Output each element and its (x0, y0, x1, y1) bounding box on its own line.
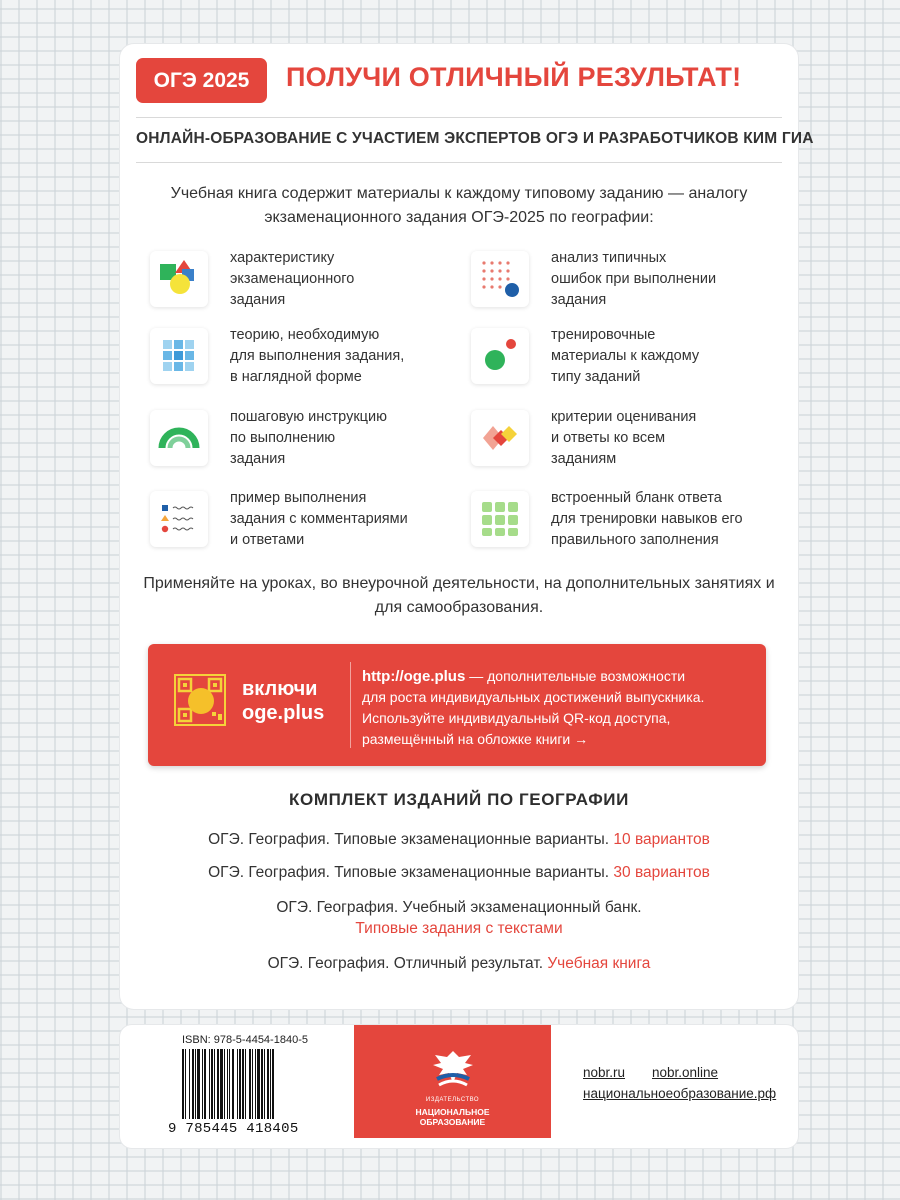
answer-sheet-icon (471, 491, 529, 547)
series-item (136, 953, 782, 974)
barcode-bar (272, 1049, 274, 1119)
barcode-bar (220, 1049, 223, 1119)
promo-line: для роста индивидуальных достижений выпускника. (362, 689, 705, 705)
feature-text: пример выполнения задания с комментариями и ответами (230, 490, 408, 548)
barcode-bar (267, 1049, 269, 1119)
barcode-bar (232, 1049, 234, 1119)
subheading: ОНЛАЙН-ОБРАЗОВАНИЕ С УЧАСТИЕМ ЭКСПЕРТОВ ОГЭ И РАЗРАБОТЧИКОВ КИМ ГИА (136, 130, 814, 147)
barcode-bar (270, 1049, 271, 1119)
arc-icon (150, 410, 208, 466)
barcode-bar (202, 1049, 203, 1119)
barcode-bar (249, 1049, 251, 1119)
intro-text: Учебная книга содержит материалы к каждому типовому заданию — аналогу экзаменационного задания ОГЭ-2025 по географии: (170, 185, 748, 226)
series-item-title: ОГЭ. География. Типовые экзаменационные варианты. (208, 831, 614, 848)
series-item-accent: Учебная книга (547, 955, 651, 972)
feature-text: характеристику экзаменационного задания (230, 250, 355, 308)
barcode-bar (214, 1049, 215, 1119)
feature-item (150, 491, 450, 551)
footer-card (120, 1025, 798, 1148)
promo-line: Используйте индивидуальный QR-код доступа, (362, 710, 671, 726)
series-title: КОМПЛЕКТ ИЗДАНИЙ ПО ГЕОГРАФИИ (289, 790, 629, 809)
eagle-logo-icon (429, 1047, 477, 1091)
site-link[interactable]: национальноеобразование.рф (583, 1086, 777, 1101)
promo-brand-line: включи (242, 678, 318, 700)
isbn-digits: 9 785445 418405 (168, 1121, 299, 1137)
feature-text: встроенный бланк ответа для тренировки навыков его правильного заполнения (551, 490, 743, 548)
series-item-title: ОГЭ. География. Типовые экзаменационные варианты. (208, 864, 614, 881)
site-link[interactable]: nobr.online (652, 1065, 719, 1080)
promo-brand-line: oge.plus (242, 702, 325, 724)
main-card (120, 44, 814, 1009)
feature-item (471, 491, 771, 551)
exam-badge: ОГЭ 2025 (136, 58, 267, 103)
promo-line: размещённый на обложке книги → (362, 731, 589, 747)
feature-item (471, 410, 771, 470)
feature-item (150, 328, 450, 388)
qr-icon (174, 674, 226, 726)
feature-item (150, 251, 450, 311)
feature-text: анализ типичных ошибок при выполнении задания (551, 250, 717, 308)
isbn-label: ISBN: 978-5-4454-1840-5 (182, 1034, 308, 1046)
promo-url-link[interactable]: http://oge.plus (362, 668, 466, 685)
grid-icon (150, 328, 208, 384)
divider (136, 162, 782, 163)
barcode-bar (211, 1049, 213, 1119)
barcode-bar (195, 1049, 196, 1119)
circles-icon (471, 328, 529, 384)
barcode-bar (257, 1049, 260, 1119)
list-icon (150, 491, 208, 547)
barcode-bar (189, 1049, 190, 1119)
headline: ПОЛУЧИ ОТЛИЧНЫЙ РЕЗУЛЬТАТ! (286, 62, 742, 92)
series-item-title: ОГЭ. География. Отличный результат. (267, 955, 548, 972)
feature-item (471, 251, 771, 311)
barcode-bar (264, 1049, 265, 1119)
series-item-accent: 30 вариантов (613, 864, 710, 881)
barcode-bar (204, 1049, 206, 1119)
promo-brand (242, 677, 324, 725)
promo-line: — дополнительные возможности (465, 668, 686, 684)
barcode-bar (209, 1049, 210, 1119)
feature-text: теорию, необходимую для выполнения задания, в наглядной форме (230, 327, 405, 385)
barcode-bar (261, 1049, 263, 1119)
series-item (136, 897, 782, 939)
diamond-icon (471, 410, 529, 466)
barcode-bar (242, 1049, 244, 1119)
barcode-bar (245, 1049, 246, 1119)
feature-item (150, 410, 450, 470)
barcode-bar (229, 1049, 230, 1119)
divider (136, 117, 782, 118)
site-link[interactable]: nobr.ru (583, 1065, 626, 1080)
barcode-bar (252, 1049, 253, 1119)
barcode-bar (224, 1049, 225, 1119)
barcode-bar (197, 1049, 200, 1119)
feature-text: пошаговую инструкцию по выполнению задания (230, 409, 387, 467)
promo-banner (148, 644, 766, 766)
feature-text: тренировочные материалы к каждому типу заданий (551, 327, 700, 385)
usage-text: Применяйте на уроках, во внеурочной деятельности, на дополнительных занятиях и для самообразования. (143, 575, 775, 616)
series-item (136, 862, 782, 883)
barcode-bar (185, 1049, 186, 1119)
series-item-title: ОГЭ. География. Учебный экзаменационный банк. (276, 899, 642, 916)
barcode-bar (182, 1049, 184, 1119)
promo-divider (350, 662, 351, 748)
barcode-bar (217, 1049, 219, 1119)
shapes-icon (150, 251, 208, 307)
barcode-bar (237, 1049, 238, 1119)
series-item-accent: 10 вариантов (613, 831, 710, 848)
feature-text: критерии оценивания и ответы ко всем заданиям (551, 409, 697, 467)
dot-grid-icon (471, 251, 529, 307)
barcode-bar (239, 1049, 241, 1119)
barcode-bar (227, 1049, 228, 1119)
publisher-name: НАЦИОНАЛЬНОЕ ОБРАЗОВАНИЕ (415, 1107, 490, 1127)
series-item-accent: Типовые задания с текстами (355, 920, 563, 937)
barcode (182, 1049, 310, 1123)
publisher-caption: ИЗДАТЕЛЬСТВО (425, 1097, 480, 1103)
series-item (136, 829, 782, 850)
feature-item (471, 328, 771, 388)
publisher-block (354, 1025, 551, 1138)
barcode-bar (255, 1049, 256, 1119)
barcode-bar (192, 1049, 194, 1119)
promo-text (362, 666, 757, 750)
